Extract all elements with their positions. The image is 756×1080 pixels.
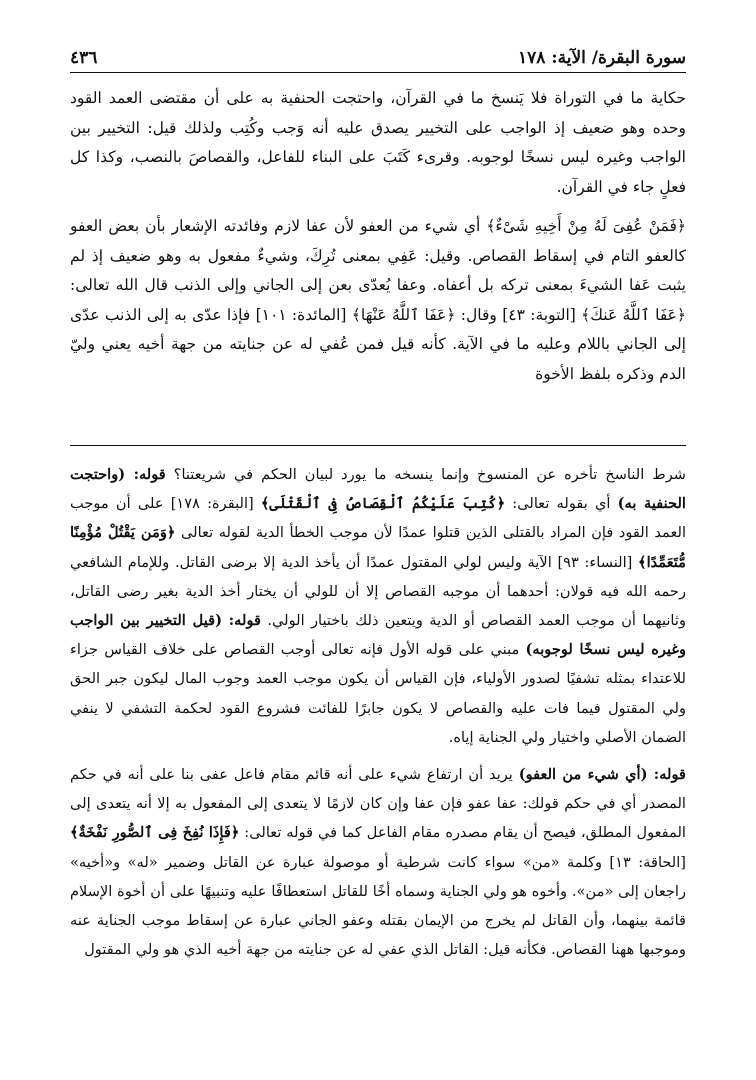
commentary-bold-run: قوله: (أي شيء من العفو) xyxy=(518,766,686,784)
commentary-bold-run: ﴿فَإِذَا نُفِخَ فِى ٱلصُّورِ نَفْخَةٌ﴾ xyxy=(70,824,240,842)
commentary-text-run: [النساء: ٩٣] الآية وليس لولي المقتول عمدًا أن يأخذ الدية إلا برضى القاتل. وللإمام الشافعي رحمه الله فيه قولان: أحدهما أن موجبه القصاص إلا أن للولي أن يختار أخذ الدية بغير رضى القاتل، وثانيهما أن موجب العمد القصاص أو الدية ويتعين ذلك باختيار الولي. xyxy=(70,553,686,630)
commentary-paragraph xyxy=(70,460,686,752)
commentary-bold-run: ﴿كُتِبَ عَلَيْكُمُ ٱلْقِصَاصُ فِى ٱلْقَتْلَى﴾ xyxy=(260,495,506,513)
running-title: سورة البقرة/ الآية: ١٧٨ xyxy=(518,48,686,68)
page-header xyxy=(70,38,686,68)
commentary-paragraph xyxy=(70,760,686,964)
commentary xyxy=(70,460,686,972)
commentary-bold-run: قوله: (واحتجت الحنفية به) xyxy=(70,466,686,513)
main-paragraph: حكاية ما في التوراة فلا يَنسخ ما في القرآن، واحتجت الحنفية به على أن مقتضى العمد القود وحده وهو ضعيف إذ الواجب على التخيير يصدق عليه أنه وَجب وكُتِب ولذلك قيل: التخيير بين الواجب وغيره ليس نسخًا لوجوبه. وقرىء كَتَبَ على البناء للفاعل، والقصاصَ بالنصب، وكذا كل فعلٍ جاء في القرآن. xyxy=(70,89,687,196)
commentary-text-run: مبني على قوله الأول فإنه تعالى أوجب القصاص على خلاف القياس جزاء للاعتداء بمثله تشفيًا لصدور الأولياء، فإن القياس أن يكون موجب العمد وجوب المال ليكون جبر الحق ولي المقتول فيما فات عليه والقصاص لا يكون جابرًا للفائت فشروع القود لحكمة التشفي لا ينفي الضمان الأصلي واختيار ولي الجناية إياه. xyxy=(70,641,686,746)
page-number: ٤٣٦ xyxy=(70,48,98,68)
main-text xyxy=(70,84,686,399)
commentary-bold-run: ﴿وَمَن يَقْتُلْ مُؤْمِنًا مُّتَعَمِّدًا﴾ xyxy=(70,524,686,571)
commentary-text-run: شرط الناسخ تأخره عن المنسوخ وإنما ينسخه ما يورد لبيان الحكم في شريعتنا؟ xyxy=(165,466,686,483)
commentary-text-run: أي بقوله تعالى: xyxy=(505,495,618,513)
commentary-text-run: [الحاقة: ١٣] وكلمة «من» سواء كانت شرطية أو موصولة عبارة عن القاتل وضمير «له» و«أخيه» راجعان إلى «من». وأخوه هو ولي الجناية وسماه أخًا للقاتل استعطافًا عليه وتنبيهًا على أن أخوة الإسلام قائمة بينهما، وأن القاتل لم يخرج من الإيمان بقتله وعفو الجاني عبارة عن إسقاط موجب الجناية عنه وموجبها ههنا القصاص. فكأنه قيل: القاتل الذي عفي له عن جنايته من جهة أخيه الذي هو ولي المقتول xyxy=(70,853,687,959)
main-paragraph: ﴿فَمَنْ عُفِىَ لَهُ مِنْ أَخِيهِ شَىْءٌ﴾ أي شيء من العفو لأن عفا لازم وفائدته الإشعار بأن بعض العفو كالعفو التام في إسقاط القصاص. وقيل: عَفِي بمعنى تُرِكَ، وشيءٌ مفعول به وهو ضعيف إذ لم يثبت عَفا الشيءَ بمعنى تركه بل أعفاه. وعفا يُعدّى بعن إلى الجاني وإلى الذنب قال الله تعالى: ﴿عَفَا ٱللَّهُ عَنكَ﴾ [التوبة: ٤٣] وقال: ﴿عَفَا ٱللَّهُ عَنْهَا﴾ [المائدة: ١٠١] فإذا عدّى به إلى الذنب عدّى إلى الجاني باللام وعليه ما في الآية. كأنه قيل فمن عُفي له عن جنايته من جهة أخيه يعني وليّ الدم وذكره بلفظ الأخوة xyxy=(70,217,687,383)
header-rule xyxy=(70,72,686,73)
commentary-bold-run: قوله: (قيل التخيير بين الواجب وغيره ليس نسخًا لوجوبه) xyxy=(70,612,687,659)
commentary-text-run: يريد أن ارتفاع شيء على أنه قائم مقام فاعل عفى بنا على أنه في حكم المصدر أي في حكم قولك: عفا عفو فإن عفا وإن كان لازمًا لا يتعدى إلى المفعول به إلا أنه يتعدى إلى المفعول المطلق، فيصح أن يقام مصدره مقام الفاعل كما في قوله تعالى: xyxy=(70,766,686,842)
commentary-text-run: [البقرة: ١٧٨] على أن موجب العمد القود فإن المراد بالقتلى الذين قتلوا عمدًا لأن موجب الخطأ الدية لقوله تعالى xyxy=(70,495,686,542)
footnote-separator xyxy=(70,445,686,446)
